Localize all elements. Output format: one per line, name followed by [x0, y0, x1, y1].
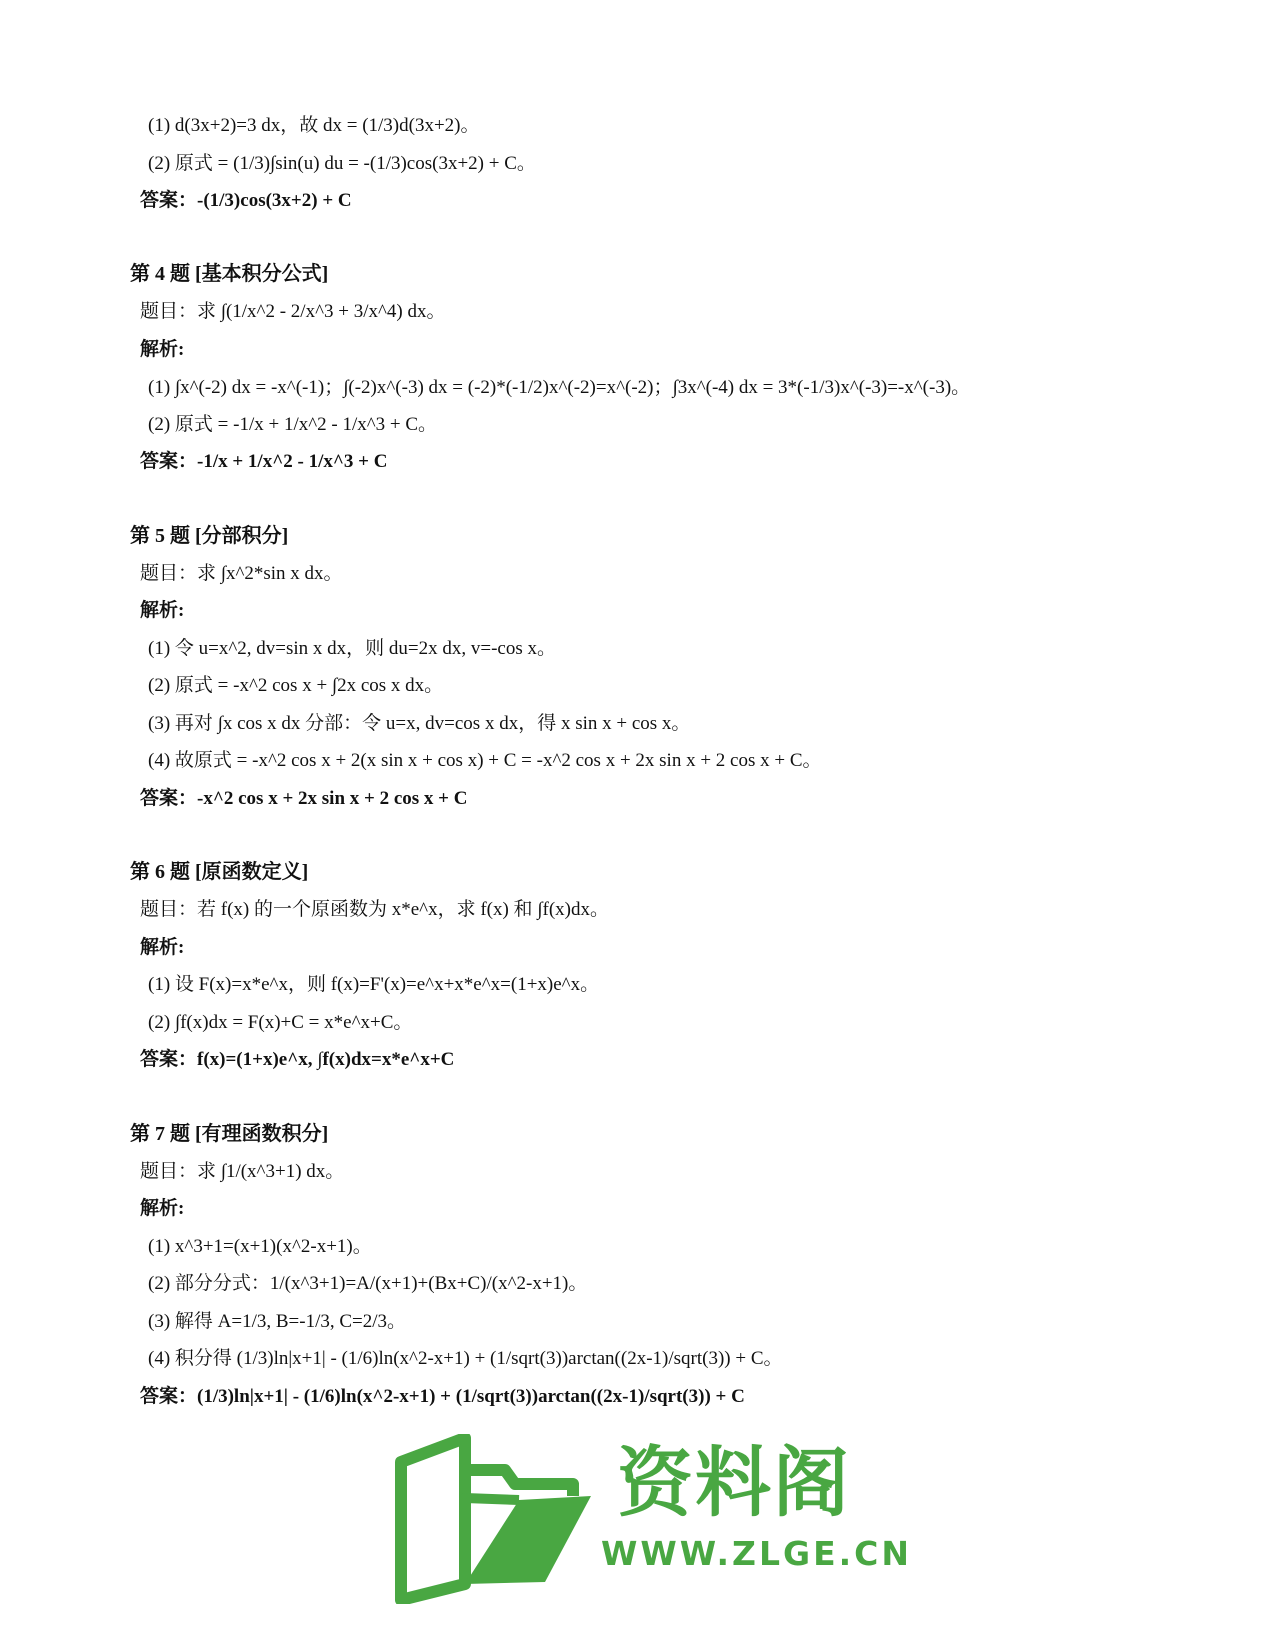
q5-step-4: (4) 故原式 = -x^2 cos x + 2(x sin x + cos x) + C = -x^2 cos x + 2x sin x + 2 cos x + C。 [148, 750, 822, 771]
q4-answer: 答案：-1/x + 1/x^2 - 1/x^3 + C [140, 451, 388, 472]
watermark-logo [395, 1434, 913, 1604]
q7-step-1: (1) x^3+1=(x+1)(x^2-x+1)。 [148, 1236, 372, 1257]
q6-heading: 第 6 题 [原函数定义] [130, 861, 309, 883]
q7-answer: 答案：(1/3)ln|x+1| - (1/6)ln(x^2-x+1) + (1/sqrt(3))arctan((2x-1)/sqrt(3)) + C [140, 1386, 745, 1407]
q4-analysis-label: 解析: [140, 339, 185, 360]
q5-heading: 第 5 题 [分部积分] [130, 525, 289, 547]
q5-analysis-label: 解析: [140, 600, 185, 621]
watermark-url: WWW.ZLGE.CN [601, 1534, 913, 1573]
q7-analysis-label: 解析: [140, 1198, 185, 1219]
q4-heading: 第 4 题 [基本积分公式] [130, 263, 329, 285]
q5-step-3: (3) 再对 ∫x cos x dx 分部：令 u=x, dv=cos x dx，得 x sin x + cos x。 [148, 713, 691, 734]
q7-problem: 题目：求 ∫1/(x^3+1) dx。 [140, 1161, 345, 1182]
q5-problem: 题目：求 ∫x^2*sin x dx。 [140, 563, 343, 584]
q7-heading: 第 7 题 [有理函数积分] [130, 1123, 329, 1145]
q6-problem: 题目：若 f(x) 的一个原函数为 x*e^x，求 f(x) 和 ∫f(x)dx。 [140, 899, 609, 920]
q7-step-4: (4) 积分得 (1/3)ln|x+1| - (1/6)ln(x^2-x+1) + (1/sqrt(3))arctan((2x-1)/sqrt(3)) + C。 [148, 1348, 783, 1369]
q3-answer: 答案：-(1/3)cos(3x+2) + C [140, 190, 352, 211]
q6-answer: 答案：f(x)=(1+x)e^x, ∫f(x)dx=x*e^x+C [140, 1049, 455, 1070]
q5-step-2: (2) 原式 = -x^2 cos x + ∫2x cos x dx。 [148, 675, 444, 696]
q5-answer: 答案：-x^2 cos x + 2x sin x + 2 cos x + C [140, 788, 468, 809]
q6-step-2: (2) ∫f(x)dx = F(x)+C = x*e^x+C。 [148, 1012, 413, 1033]
q4-step-2: (2) 原式 = -1/x + 1/x^2 - 1/x^3 + C。 [148, 414, 438, 435]
book-folder-icon [395, 1434, 595, 1604]
q6-analysis-label: 解析: [140, 937, 185, 958]
q4-problem: 题目：求 ∫(1/x^2 - 2/x^3 + 3/x^4) dx。 [140, 301, 446, 322]
q7-step-2: (2) 部分分式：1/(x^3+1)=A/(x+1)+(Bx+C)/(x^2-x+1)。 [148, 1273, 588, 1294]
q3-step-2: (2) 原式 = (1/3)∫sin(u) du = -(1/3)cos(3x+2) + C。 [148, 153, 536, 174]
q4-step-1: (1) ∫x^(-2) dx = -x^(-1)；∫(-2)x^(-3) dx = (-2)*(-1/2)x^(-2)=x^(-2)；∫3x^(-4) dx = 3*(-1/3)x^(-3)=-x^(-3)。 [148, 377, 971, 398]
q7-step-3: (3) 解得 A=1/3, B=-1/3, C=2/3。 [148, 1311, 407, 1332]
q3-step-1: (1) d(3x+2)=3 dx，故 dx = (1/3)d(3x+2)。 [148, 115, 480, 136]
q6-step-1: (1) 设 F(x)=x*e^x，则 f(x)=F'(x)=e^x+x*e^x=(1+x)e^x。 [148, 974, 600, 995]
watermark-title: 资料阁 [617, 1438, 851, 1527]
q5-step-1: (1) 令 u=x^2, dv=sin x dx，则 du=2x dx, v=-cos x。 [148, 638, 557, 659]
